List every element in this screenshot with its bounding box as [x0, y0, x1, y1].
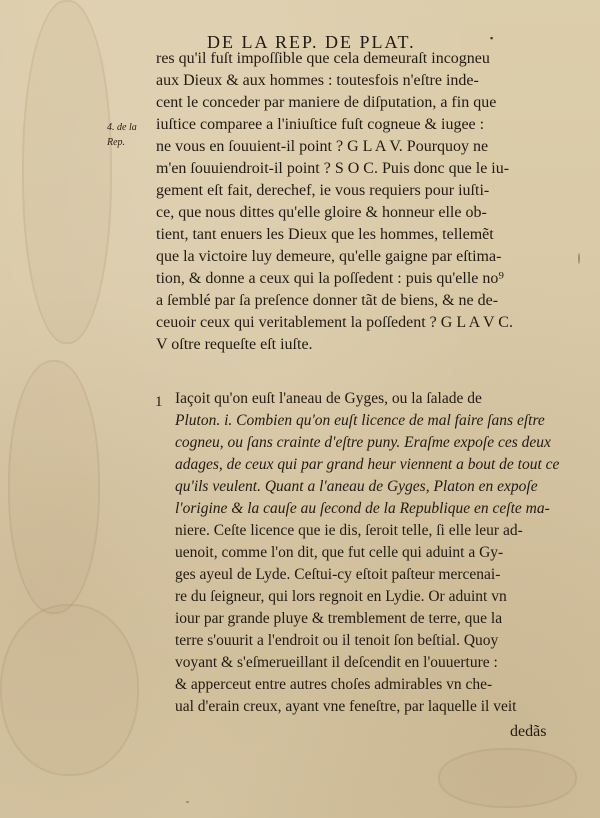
- catchword: dedãs: [510, 723, 547, 740]
- footnote-line: adages, de ceux qui par grand heur viennent a bout de tout ce: [175, 456, 560, 473]
- footnote-line: terre s'ouurit a l'endroit ou il tenoit ſon beſtial. Quoy: [175, 632, 499, 649]
- text-line: iuſtice comparee a l'iniuſtice fuſt cogneue & iugee :: [156, 116, 485, 133]
- text-line: que la victoire luy demeure, qu'elle gaigne par eſtima-: [156, 248, 502, 265]
- footnote-line: Iaçoit qu'on euſt l'aneau de Gyges, ou la ſalade de: [175, 390, 482, 407]
- text-line: m'en ſouuiendroit-il point ? S O C. Puis donc que le iu-: [156, 160, 510, 177]
- text-line: ne vous en ſouuient-il point ? G L A V. Pourquoy ne: [156, 138, 489, 155]
- text-line: a ſemblé par ſa preſence donner tãt de biens, & ne de-: [156, 292, 499, 309]
- text-line: gement eſt fait, derechef, ie vous requiers pour iuſti-: [156, 182, 490, 199]
- footnote-number: 1: [155, 394, 163, 410]
- water-stain: [0, 604, 139, 776]
- text-line: tion, & donne a ceux qui la poſſedent : puis qu'elle no⁹: [156, 270, 504, 287]
- main-text: [156, 48, 560, 356]
- marginal-note: [107, 120, 159, 150]
- footnote-line: niere. Ceſte licence que ie dis, ſeroit telle, ſi elle leur ad-: [175, 522, 523, 539]
- marginal-note-line: Rep.: [107, 137, 126, 148]
- footnote-line: uenoit, comme l'on dit, que fut celle qui aduint a Gy-: [175, 544, 504, 561]
- text-line: tient, tant enuers les Dieux que les hommes, tellemẽt: [156, 226, 494, 243]
- footnote-line: voyant & s'eſmerueillant il deſcendit en l'ouuerture :: [175, 654, 498, 671]
- marginal-note-line: 4. de la: [107, 122, 137, 133]
- footnote-text: [175, 388, 567, 718]
- text-line: ceuoir ceux qui veritablement la poſſedent ? G L A V C.: [156, 314, 513, 331]
- footnote-line: qu'ils veulent. Quant a l'aneau de Gyges, Platon en expoſe: [175, 478, 538, 495]
- water-stain: [22, 0, 112, 344]
- text-line: V oſtre requeſte eſt iuſte.: [156, 336, 313, 353]
- text-line: aux Dieux & aux hommes : toutesfois n'eſtre inde-: [156, 72, 479, 89]
- footnote-line: cogneu, ou ſans crainte d'eſtre puny. Eraſme expoſe ces deux: [175, 434, 551, 451]
- header-mark: ▪: [490, 33, 494, 43]
- water-stain: [438, 748, 577, 808]
- footnote-line: ual d'erain creux, ayant vne feneſtre, par laquelle il veit: [175, 698, 517, 715]
- footnote-line: ges ayeul de Lyde. Ceſtui-cy eſtoit paſteur mercenai-: [175, 566, 501, 583]
- footnote-line: l'origine & la cauſe au ſecond de la Republique en ceſte ma-: [175, 500, 550, 517]
- page-header: DE LA REP. DE PLAT.: [207, 32, 416, 52]
- ink-spot: [186, 801, 189, 803]
- text-line: res qu'il fuſt impoſſible que cela demeuraſt incogneu: [156, 50, 490, 67]
- ink-spot: [578, 253, 580, 264]
- water-stain: [8, 360, 100, 614]
- footnote-line: Pluton. i. Combien qu'on euſt licence de mal faire ſans eſtre: [175, 412, 545, 429]
- footnote-line: & apperceut entre autres choſes admirables vn che-: [175, 676, 493, 693]
- footnote-line: re du ſeigneur, qui lors regnoit en Lydie. Or aduint vn: [175, 588, 507, 605]
- text-line: ce, que nous dittes qu'elle gloire & honneur elle ob-: [156, 204, 487, 221]
- text-line: cent le conceder par maniere de diſputation, a fin que: [156, 94, 497, 111]
- footnote-line: iour par grande pluye & tremblement de terre, que la: [175, 610, 503, 627]
